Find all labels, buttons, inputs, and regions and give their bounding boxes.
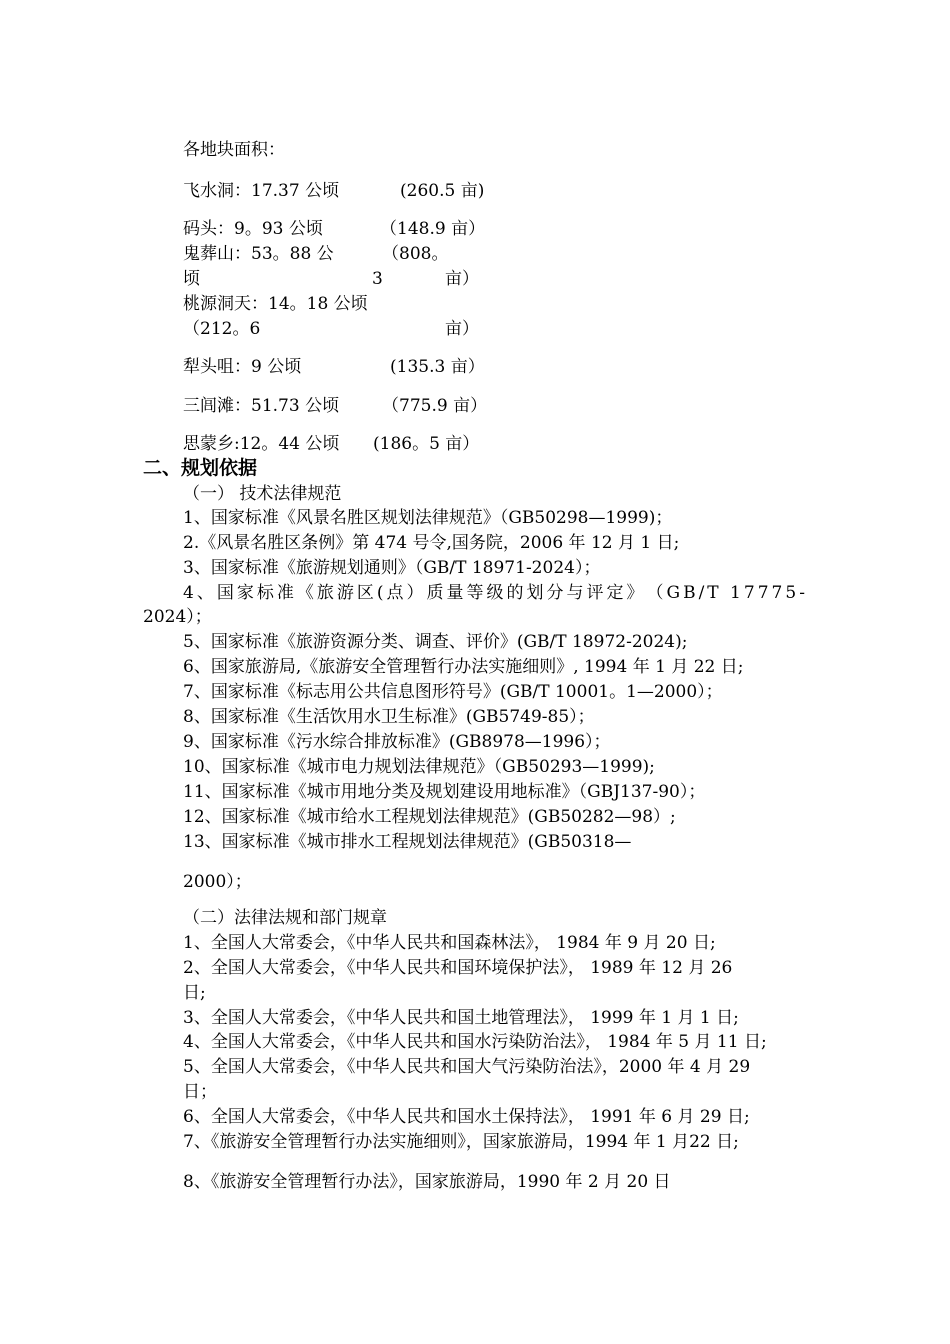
area-name-sanwentan: 三闾滩：51.73 公顷 <box>183 396 340 416</box>
area-name-matou: 码头：9。93 公顷 <box>183 219 323 239</box>
subsection-title-1: （一） 技术法律规范 <box>183 484 342 504</box>
list-item: 11、国家标准《城市用地分类及规划建设用地标准》（GBJ137-90）； <box>183 782 706 802</box>
list-item-continuation: 日； <box>183 1082 217 1102</box>
list-item: 3、全国人大常委会，《中华人民共和国土地管理法》， 1999 年 1 月 1 日; <box>183 1008 739 1028</box>
area-mu-litouju: (135.3 亩） <box>390 357 485 377</box>
list-item: 8、《旅游安全管理暂行办法》，国家旅游局，1990 年 2 月 20 日 <box>183 1172 671 1192</box>
list-item: 12、国家标准《城市给水工程规划法律规范》(GB50282—98）; <box>183 807 676 827</box>
list-item: 6、国家旅游局,《旅游安全管理暂行办法实施细则》, 1994 年 1 月 22 日; <box>183 657 744 677</box>
list-item: 2.《风景名胜区条例》第 474 号令,国务院，2006 年 12 月 1 日; <box>183 533 680 553</box>
area-name-guizangshan-b: 顷 <box>183 269 200 289</box>
subsection-title-2: （二）法律法规和部门规章 <box>183 908 387 928</box>
area-mu-guizangshan-b2: 亩） <box>445 269 479 289</box>
list-item: 9、国家标准《污水综合排放标准》(GB8978—1996）； <box>183 732 611 752</box>
list-item: 5、国家标准《旅游资源分类、调查、评价》(GB/T 18972-2024); <box>183 632 688 652</box>
list-item: 5、全国人大常委会，《中华人民共和国大气污染防治法》，2000 年 4 月 29 <box>183 1057 751 1077</box>
area-name-simengxiang: 思蒙乡:12。44 公顷 <box>183 434 340 454</box>
area-name-feishuidong: 飞水洞：17.37 公顷 <box>183 181 340 201</box>
area-name-taoyuan: 桃源洞天：14。18 公顷 <box>183 294 368 314</box>
area-mu-simengxiang: (186。5 亩） <box>373 434 480 454</box>
area-mu-taoyuan-a: （212。6 <box>183 319 261 339</box>
list-item: 13、国家标准《城市排水工程规划法律规范》(GB50318— <box>183 832 632 852</box>
list-item: 1、全国人大常委会，《中华人民共和国森林法》， 1984 年 9 月 20 日; <box>183 933 716 953</box>
area-mu-matou: （148.9 亩） <box>380 219 486 239</box>
area-mu-sanwentan: （775.9 亩） <box>382 396 488 416</box>
list-item: 2、全国人大常委会，《中华人民共和国环境保护法》， 1989 年 12 月 26 <box>183 958 733 978</box>
area-mu-guizangshan-a: （808。 <box>382 244 449 264</box>
list-item: 7、《旅游安全管理暂行办法实施细则》，国家旅游局，1994 年 1 月22 日; <box>183 1132 739 1152</box>
area-mu-taoyuan-b: 亩） <box>445 319 479 339</box>
list-item-continuation: 2024）； <box>143 607 212 627</box>
areas-heading: 各地块面积： <box>183 140 285 160</box>
list-item: 1、国家标准《风景名胜区规划法律规范》（GB50298—1999)； <box>183 508 673 528</box>
list-item: 10、国家标准《城市电力规划法律规范》（GB50293—1999); <box>183 757 655 777</box>
area-mu-guizangshan-b1: 3 <box>372 269 383 289</box>
list-item-continuation: 日; <box>183 983 206 1003</box>
area-mu-feishuidong: (260.5 亩) <box>400 181 485 201</box>
list-item: 7、国家标准《标志用公共信息图形符号》(GB/T 10001。1—2000）； <box>183 682 723 702</box>
list-item: 8、国家标准《生活饮用水卫生标准》(GB5749-85）； <box>183 707 595 727</box>
area-name-guizangshan-a: 鬼葬山：53。88 公 <box>183 244 334 264</box>
area-name-litouju: 犁头咀：9 公顷 <box>183 357 302 377</box>
list-item: 3、国家标准《旅游规划通则》（GB/T 18971-2024）； <box>183 558 601 578</box>
list-item: 6、全国人大常委会，《中华人民共和国水土保持法》， 1991 年 6 月 29 日; <box>183 1107 750 1127</box>
list-item-continuation: 2000）； <box>183 872 252 892</box>
list-item: 4 、 国 家 标 准 《 旅 游 区 ( 点 ） 质 量 等 级 的 划 分 与 评 定 》 （ G B / T 1 7 7 7 5 - <box>183 583 805 603</box>
list-item: 4、全国人大常委会，《中华人民共和国水污染防治法》， 1984 年 5 月 11 日; <box>183 1032 767 1052</box>
section-title: 二、规划依据 <box>143 457 258 479</box>
